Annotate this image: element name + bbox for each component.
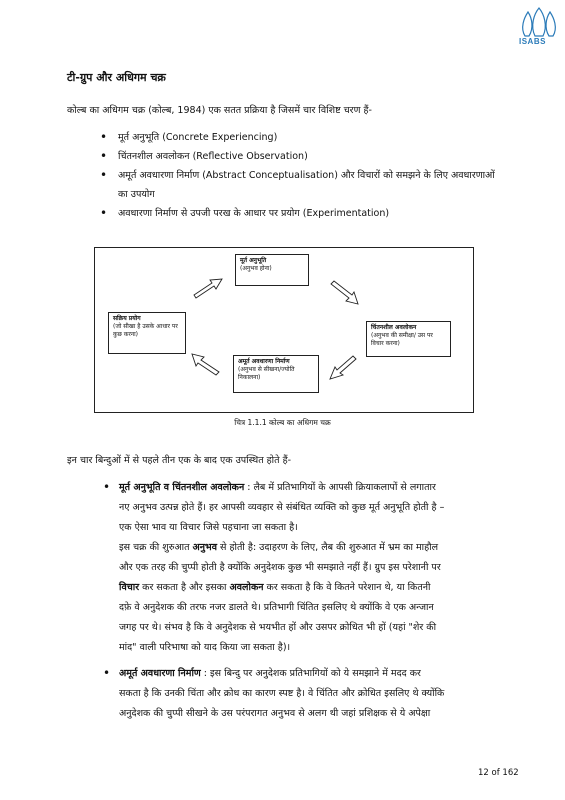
arrow-left-to-top bbox=[194, 279, 222, 298]
diagram-box-subtitle: (अनुभव होना) bbox=[240, 265, 272, 272]
para-line: नए अनुभव उत्पन्न होते हैं। हर आपसी व्यवहार से संबंधित व्यक्ति को कुछ मूर्त अनुभूति होती है – bbox=[119, 502, 445, 513]
para-line bbox=[119, 538, 505, 558]
stage-item: • अमूर्त अवधारणा निर्माण (Abstract Conceptualisation) और विचारों को समझने के लिए अवधारणाओं का उपयोग bbox=[100, 166, 505, 204]
bullet-dot: • bbox=[103, 480, 111, 494]
para-text: इस चक्र की शुरुआत bbox=[119, 542, 193, 553]
arrow-top-to-right bbox=[331, 281, 358, 304]
page-number: 12 of 162 bbox=[478, 768, 519, 778]
para-line: सकता है कि उनकी चिंता और क्रोध का कारण स्पष्ट है। वे चिंतित और क्रोधित इसलिए थे क्योंकि bbox=[119, 688, 445, 699]
stage-item: • मूर्त अनुभूति (Concrete Experiencing) bbox=[100, 128, 505, 147]
para-line: एक ऐसा भाव या विचार जिसे पहचाना जा सकता है। bbox=[119, 522, 298, 533]
diagram-box-title: मूर्त अनुभूति bbox=[240, 257, 267, 264]
stage-item: • अवधारणा निर्माण से उपजी परख के आधार पर प्रयोग (Experimentation) bbox=[100, 204, 505, 223]
para-bold-lead: अमूर्त अवधारणा निर्माण bbox=[119, 668, 201, 679]
diagram-box-subtitle: (अनुभव की समीक्षा/ उस पर विचार करना) bbox=[371, 332, 433, 347]
section-title: टी-ग्रुप और अधिगम चक्र bbox=[67, 71, 166, 84]
diagram-box-subtitle: (जो सीखा है उसके आधार पर कुछ करना) bbox=[113, 323, 178, 338]
para-bold: अनुभव bbox=[192, 542, 218, 553]
diagram-arrows bbox=[94, 247, 472, 411]
diagram-box-subtitle: (अनुभव से सीखना/ज्योति निकालना) bbox=[238, 366, 295, 381]
paragraph-abstract bbox=[119, 664, 505, 724]
figure-caption: चित्र 1.1.1 कोल्ब का अधिगम चक्र bbox=[234, 418, 331, 427]
arrow-right-to-bottom bbox=[330, 356, 356, 379]
para-bold-lead: मूर्त अनुभूति व चिंतनशील अवलोकन bbox=[119, 482, 245, 493]
paragraph-concrete-reflective bbox=[119, 478, 505, 658]
para-line: और एक तरह की चुप्पी होती है क्योंकि अनुदेशक कुछ भी समझाते नहीं हैं। ग्रुप इस परेशानी पर bbox=[119, 562, 441, 573]
para-text: कर सकता है और इसका bbox=[139, 582, 230, 593]
para-bold: अवलोकन bbox=[229, 582, 264, 593]
stage-item: • चिंतनशील अवलोकन (Reflective Observation) bbox=[100, 147, 505, 166]
para-bold: विचार bbox=[119, 582, 140, 593]
para-text: : इस बिन्दु पर अनुदेशक प्रतिभागियों को ये समझाने में मदद कर bbox=[200, 668, 421, 679]
para-line bbox=[119, 664, 505, 684]
intro-paragraph: कोल्ब का अधिगम चक्र (कोल्ब, 1984) एक सतत प्रक्रिया है जिसमें चार विशिष्ट चरण हैं- bbox=[67, 105, 372, 116]
para-line bbox=[119, 578, 505, 598]
para-text: : लैब में प्रतिभागियों के आपसी क्रियाकलापों से लगातार bbox=[244, 482, 436, 493]
arrow-bottom-to-left bbox=[192, 354, 219, 375]
para-line: जगह पर थे। संभव है कि वे अनुदेशक से भयभीत हों और उसपर क्रोधित भी हों (यहां "शेर की bbox=[119, 622, 437, 633]
diagram-box-title: अमूर्त अवधारणा निर्माण bbox=[238, 358, 290, 365]
bullet-dot: • bbox=[103, 666, 111, 680]
para-text: कर सकता है कि वे कितने परेशान थे, या कितनी bbox=[263, 582, 431, 593]
transition-sentence: इन चार बिन्दुओं में से पहले तीन एक के बाद एक उपस्थित होते हैं- bbox=[67, 455, 292, 466]
para-text: से होती है: उदाहरण के लिए, लैब की शुरुआत में भ्रम का माहौल bbox=[217, 542, 439, 553]
logo-text: ISABS bbox=[519, 37, 546, 46]
para-line: मांद" वाली परिभाषा को याद किया जा सकता है)। bbox=[119, 642, 291, 653]
para-line: दफ़े वे अनुदेशक की तरफ नजर डालते थे। प्रतिभागी चिंतित इसलिए थे क्योंकि वे एक अन्जान bbox=[119, 602, 434, 613]
diagram-box-title: चिंतनशील अवलोकन bbox=[371, 324, 417, 331]
stages-list bbox=[100, 128, 505, 223]
diagram-box-title: सक्रिय प्रयोग bbox=[113, 315, 141, 322]
para-line: अनुदेशक की चुप्पी सीखने के उस परंपरागत अनुभव से अलग थी जहां प्रशिक्षक से ये अपेक्षा bbox=[119, 708, 431, 719]
para-line bbox=[119, 478, 505, 498]
